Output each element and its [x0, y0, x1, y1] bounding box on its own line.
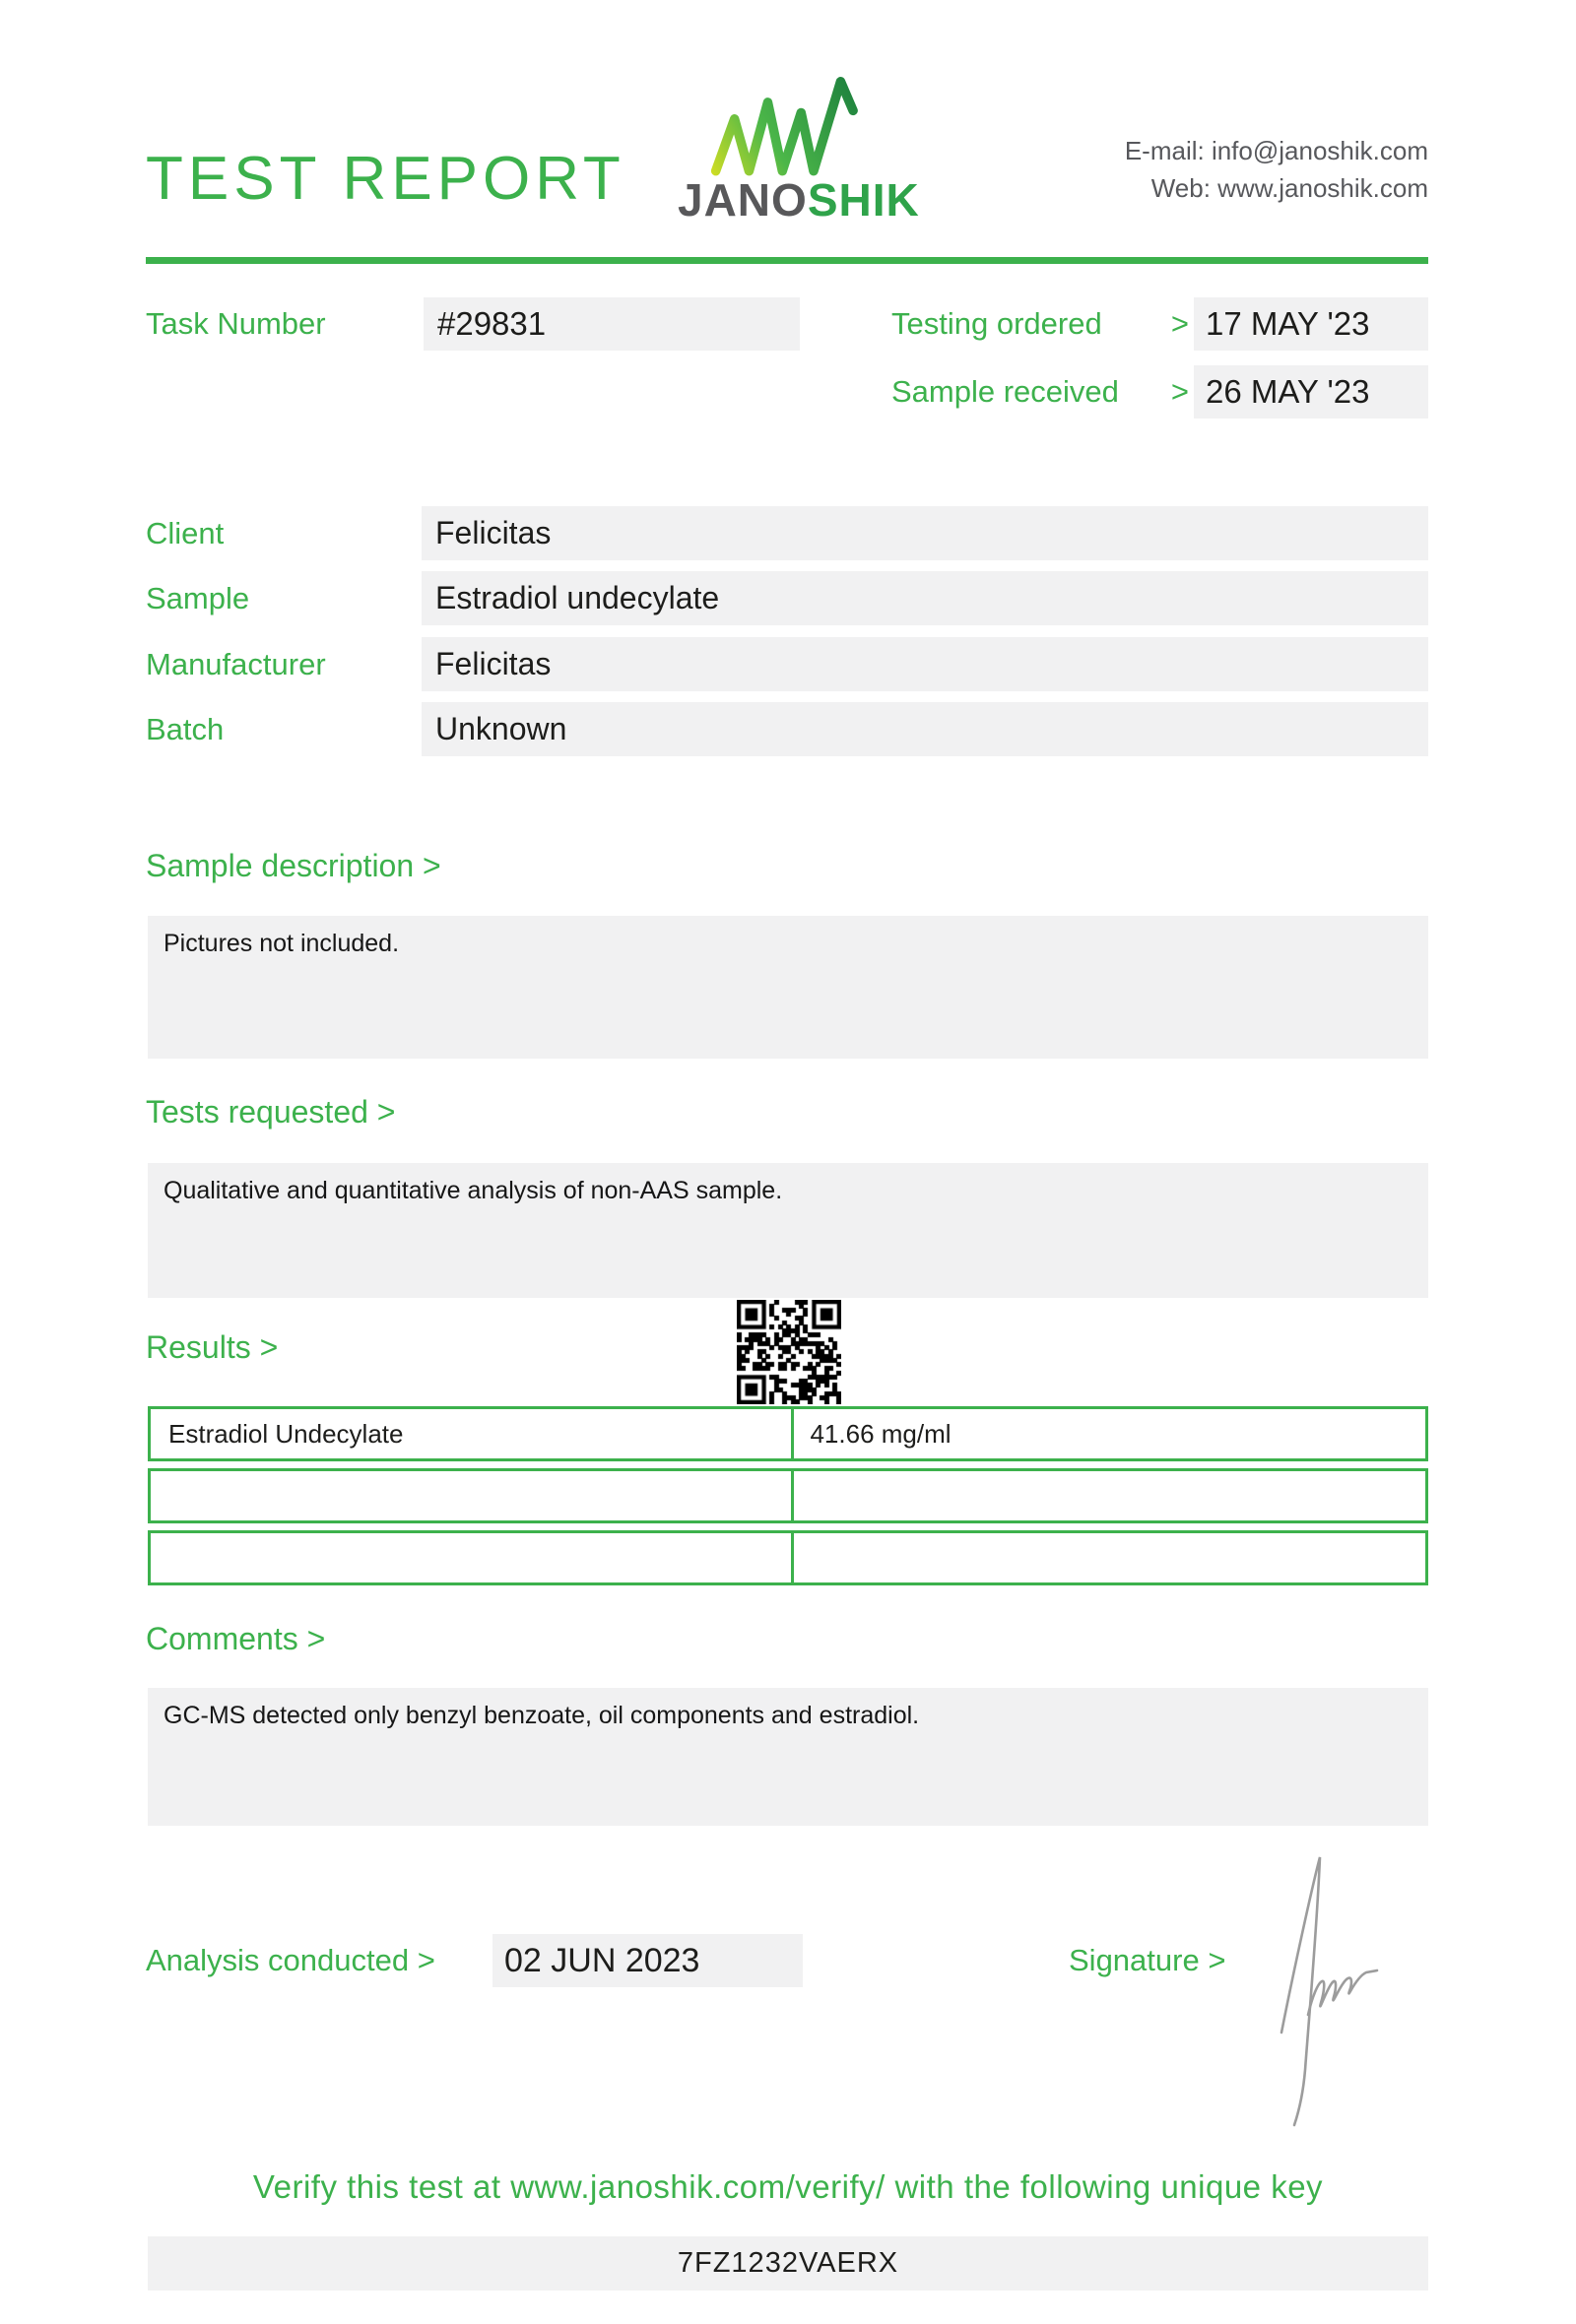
comments-heading: Comments >	[146, 1621, 326, 1656]
result-value	[794, 1533, 1425, 1582]
batch-label: Batch	[146, 712, 225, 746]
result-substance: Estradiol Undecylate	[151, 1409, 794, 1458]
verify-text: Verify this test at www.janoshik.com/verify/ with the following unique key	[252, 2168, 1324, 2205]
results-heading: Results >	[146, 1329, 279, 1365]
task-number-label: Task Number	[146, 306, 326, 341]
logo-wordmark	[678, 173, 920, 226]
client-label: Client	[146, 516, 225, 550]
signature-label: Signature >	[1069, 1943, 1226, 1977]
table-row	[148, 1468, 1428, 1523]
contact-block	[1125, 132, 1428, 207]
sample-label: Sample	[146, 581, 250, 615]
manufacturer-value: Felicitas	[422, 637, 1428, 691]
sample-description-body: Pictures not included.	[148, 916, 1428, 1059]
tests-requested-heading: Tests requested >	[146, 1094, 396, 1130]
results-table	[148, 1406, 1428, 1592]
sample-received-text: Sample received	[891, 374, 1119, 409]
web-line: Web: www.janoshik.com	[1150, 173, 1428, 203]
logo	[678, 67, 920, 226]
result-substance	[151, 1533, 794, 1582]
table-row	[148, 1530, 1428, 1585]
analysis-date-value: 02 JUN 2023	[492, 1934, 803, 1987]
analysis-conducted-label: Analysis conducted >	[146, 1943, 435, 1977]
sample-description-heading: Sample description >	[146, 848, 441, 883]
table-row	[148, 1406, 1428, 1461]
testing-ordered-text: Testing ordered	[891, 306, 1102, 341]
chevron-right-icon: >	[1170, 374, 1189, 409]
result-value: 41.66 mg/ml	[810, 1418, 952, 1449]
page-title: TEST REPORT	[146, 145, 625, 213]
batch-value: Unknown	[422, 702, 1428, 756]
testing-ordered-label	[891, 297, 1189, 351]
testing-ordered-value: 17 MAY '23	[1194, 297, 1428, 351]
result-value	[794, 1471, 1425, 1520]
logo-chart-icon	[707, 67, 885, 177]
result-substance	[151, 1471, 794, 1520]
logo-text-gray: JANO	[678, 174, 808, 226]
qr-code	[737, 1300, 841, 1404]
client-value: Felicitas	[422, 506, 1428, 560]
manufacturer-label: Manufacturer	[146, 647, 326, 681]
email-line: E-mail: info@janoshik.com	[1124, 136, 1428, 165]
tests-requested-body: Qualitative and quantitative analysis of non-AAS sample.	[148, 1163, 1428, 1298]
comments-body: GC-MS detected only benzyl benzoate, oil components and estradiol.	[148, 1688, 1428, 1826]
signature-image	[1269, 1840, 1387, 2135]
chevron-right-icon: >	[1170, 306, 1189, 341]
sample-received-label	[891, 365, 1189, 419]
unique-key: 7FZ1232VAERX	[148, 2236, 1428, 2291]
logo-text-green: SHIK	[807, 174, 920, 226]
header-divider	[146, 257, 1428, 264]
task-number-value: #29831	[424, 297, 800, 351]
sample-received-value: 26 MAY '23	[1194, 365, 1428, 419]
sample-value: Estradiol undecylate	[422, 571, 1428, 625]
